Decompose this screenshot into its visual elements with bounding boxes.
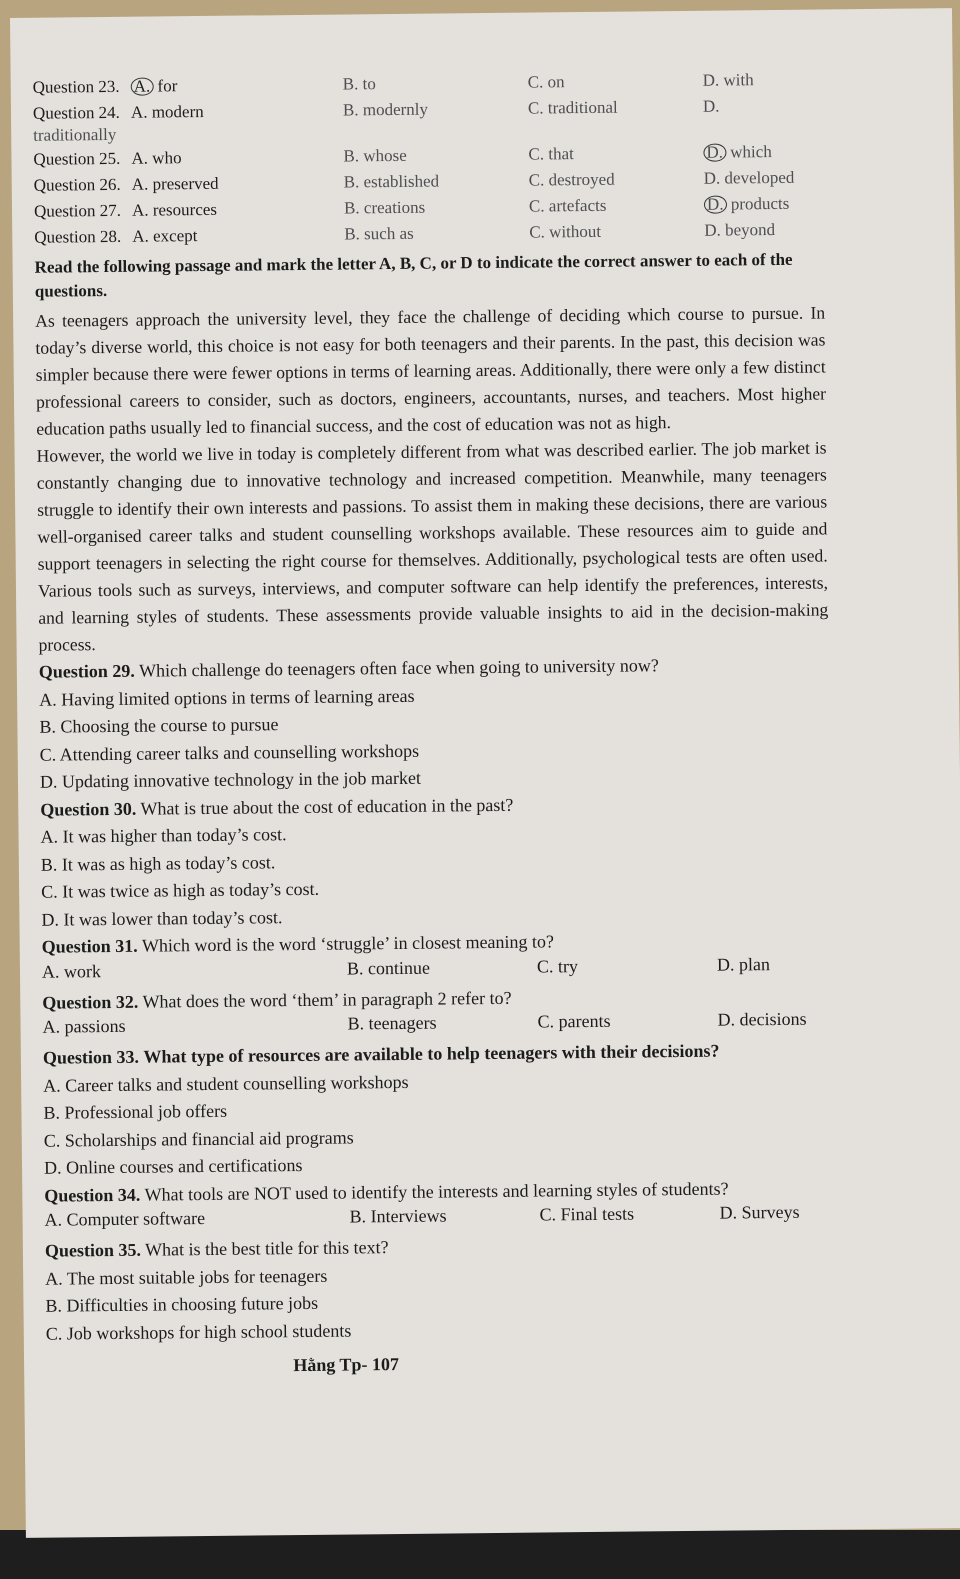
cloze-question-number: Question 25. xyxy=(33,148,121,169)
question-text: What is true about the cost of education in the past? xyxy=(140,794,514,819)
cloze-option-b[interactable]: B. creations xyxy=(343,197,426,218)
worksheet-page xyxy=(10,8,960,1538)
cloze-option-d[interactable]: D. with xyxy=(702,70,754,90)
question-text: What type of resources are available to help teenagers with their decisions? xyxy=(143,1040,720,1067)
cloze-option-c[interactable]: C. that xyxy=(528,144,574,164)
cloze-question-number: Question 28. xyxy=(34,226,122,247)
cloze-option-b[interactable]: B. such as xyxy=(344,223,414,244)
cloze-option-d-continuation: traditionally xyxy=(33,124,117,145)
cloze-question-number: Question 23. xyxy=(32,76,120,97)
circled-answer-mark: A. xyxy=(131,78,154,96)
cloze-option-a[interactable]: A. preserved xyxy=(131,173,219,194)
cloze-option-c[interactable]: C. traditional xyxy=(527,97,618,118)
cloze-option-c[interactable]: C. on xyxy=(527,72,565,92)
cloze-option-a[interactable] xyxy=(131,76,178,96)
answer-option[interactable]: D. It was lower than today’s cost. xyxy=(41,906,283,930)
answer-option[interactable]: C. It was twice as high as today’s cost. xyxy=(41,878,320,902)
passage-paragraph-1: As teenagers approach the university level, they face the challenge of deciding which course to pursue. In today’s diverse world, this choice is not easy for both teenagers and their parents. In the past, this decision was simpler because there were fewer options in terms of learning areas. Additionally, there were only a few distinct professional careers to consider, such as doctors, engineers, accountants, nurses, and teachers. Most higher education paths usually led to financial success, and the cost of education was not as high. xyxy=(35,302,827,439)
answer-option[interactable]: B. Choosing the course to pursue xyxy=(39,714,279,737)
question-text: What is the best title for this text? xyxy=(145,1237,389,1260)
cloze-question-number: Question 24. xyxy=(32,102,120,123)
answer-option[interactable]: D. Updating innovative technology in the job market xyxy=(39,767,422,792)
question-text: Which challenge do teenagers often face when going to university now? xyxy=(138,655,659,681)
answer-option[interactable]: D. Online courses and certifications xyxy=(43,1155,303,1178)
cloze-option-b[interactable]: B. to xyxy=(342,74,376,94)
answer-option[interactable]: C. Scholarships and financial aid programs xyxy=(43,1126,354,1151)
comprehension-questions xyxy=(39,650,836,1347)
cloze-option-d[interactable]: D. developed xyxy=(703,167,795,188)
question-text: Which word is the word ‘struggle’ in closest meaning to? xyxy=(141,931,555,956)
answer-option[interactable]: C. try xyxy=(536,955,579,977)
cloze-option-b[interactable]: B. whose xyxy=(343,145,407,166)
answer-option[interactable]: A. Having limited options in terms of learning areas xyxy=(39,685,415,710)
answer-option[interactable]: A. Computer software xyxy=(44,1208,206,1230)
cloze-option-text: products xyxy=(730,193,790,214)
question-number: Question 31. xyxy=(41,935,138,957)
answer-option[interactable]: A. passions xyxy=(42,1015,126,1037)
cloze-option-c[interactable]: C. without xyxy=(529,221,602,242)
answer-option[interactable]: B. continue xyxy=(346,957,431,979)
answer-option[interactable]: B. It was as high as today’s cost. xyxy=(40,851,276,875)
question-text: What does the word ‘them’ in paragraph 2 refer to? xyxy=(142,987,512,1012)
page-content xyxy=(33,69,837,1378)
cloze-question-number: Question 27. xyxy=(33,200,122,221)
answer-option[interactable]: C. parents xyxy=(537,1010,611,1032)
passage-paragraph-2: However, the world we live in today is completely different from what was described earlier. The job market is constantly changing due to innovative technology and increased competition. Meanwhile, many teenagers struggle to identify their own interests and passions. To assist them in making these decisions, there are various well-organised career talks and student counselling workshops available. These resources aim to guide and support teenagers in selecting the right course for themselves. Additionally, psychological tests are often used. Various tools such as surveys, interviews, and computer software can help identify the preferences, interests, and learning styles of students. These assessments provide valuable insights to aid in the decision-making process. xyxy=(36,437,829,655)
cloze-option-d[interactable]: D. xyxy=(702,96,720,116)
cloze-option-text: for xyxy=(157,76,178,96)
cloze-option-a[interactable]: A. except xyxy=(132,226,198,246)
reading-passage xyxy=(35,299,829,658)
cloze-option-b[interactable]: B. established xyxy=(343,171,440,192)
background-strip xyxy=(0,1530,960,1579)
answer-option[interactable]: A. Career talks and student counselling workshops xyxy=(43,1071,409,1096)
question-number: Question 30. xyxy=(40,798,137,820)
circled-answer-mark: D. xyxy=(703,144,726,162)
question-number: Question 34. xyxy=(44,1184,141,1206)
answer-option[interactable]: D. decisions xyxy=(717,1008,807,1030)
answer-option[interactable]: A. work xyxy=(41,960,102,982)
circled-answer-mark: D. xyxy=(704,196,727,214)
cloze-option-d[interactable] xyxy=(703,142,772,163)
cloze-option-a[interactable]: A. who xyxy=(131,148,182,168)
question-number: Question 29. xyxy=(38,660,135,682)
cloze-answer-grid xyxy=(33,69,825,253)
cloze-option-c[interactable]: C. destroyed xyxy=(528,169,615,190)
answer-option[interactable]: D. plan xyxy=(716,953,771,975)
reading-instruction: Read the following passage and mark the letter A, B, C, or D to indicate the correct answer to each of the questions. xyxy=(34,249,793,301)
cloze-option-d[interactable] xyxy=(704,194,790,215)
cloze-option-b[interactable]: B. modernly xyxy=(342,99,429,120)
answer-option[interactable]: C. Attending career talks and counselling workshops xyxy=(39,740,420,765)
cloze-question-number: Question 26. xyxy=(33,174,121,195)
answer-option[interactable]: B. Interviews xyxy=(349,1205,447,1227)
answer-option[interactable]: B. Professional job offers xyxy=(43,1100,228,1123)
question-number: Question 32. xyxy=(42,991,139,1013)
answer-option[interactable]: A. It was higher than today’s cost. xyxy=(40,824,287,847)
cloze-option-d[interactable]: D. beyond xyxy=(704,220,776,240)
answer-option[interactable]: A. The most suitable jobs for teenagers xyxy=(45,1265,328,1289)
cloze-option-a[interactable]: A. modern xyxy=(130,101,204,122)
question-text: What tools are NOT used to identify the interests and learning styles of students? xyxy=(144,1178,729,1205)
answer-option[interactable]: C. Job workshops for high school students xyxy=(45,1319,352,1344)
answer-option[interactable]: D. Surveys xyxy=(719,1201,800,1223)
question-number: Question 33. xyxy=(42,1046,140,1068)
cloze-option-text: which xyxy=(730,142,772,162)
cloze-option-c[interactable]: C. artefacts xyxy=(528,195,607,216)
question-number: Question 35. xyxy=(44,1239,142,1261)
answer-option[interactable]: B. Difficulties in choosing future jobs xyxy=(45,1292,319,1316)
page-footer: Hằng Tp- 107 xyxy=(293,1354,400,1376)
answer-option[interactable]: C. Final tests xyxy=(539,1203,635,1225)
answer-option[interactable]: B. teenagers xyxy=(347,1012,437,1034)
cloze-option-a[interactable]: A. resources xyxy=(131,199,218,220)
